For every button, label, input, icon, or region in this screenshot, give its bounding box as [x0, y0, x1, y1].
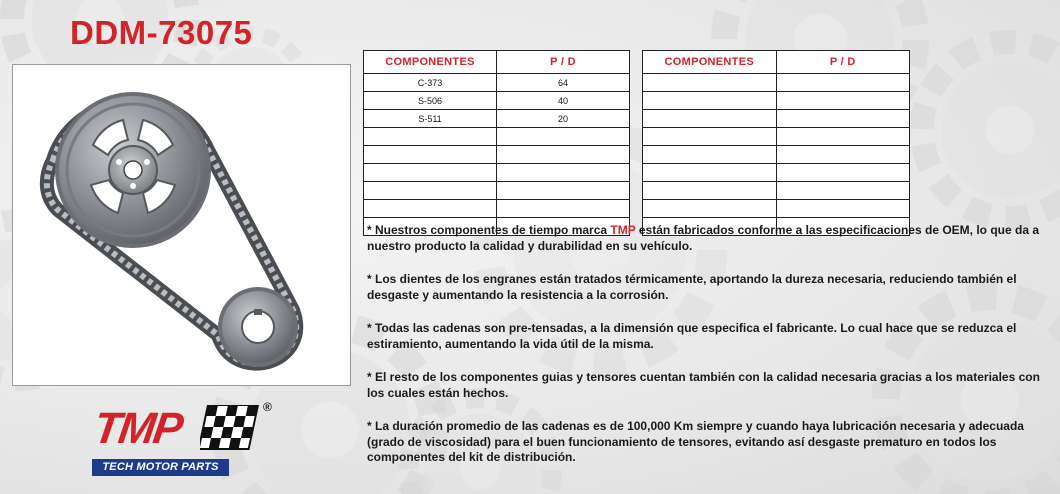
pd-cell — [776, 146, 910, 164]
logo-brand-text: TMP — [90, 404, 185, 453]
component-cell — [643, 92, 777, 110]
table-row — [364, 92, 630, 110]
table-row — [643, 200, 910, 218]
table-row — [364, 128, 630, 146]
table-header-row — [643, 51, 910, 74]
component-cell — [364, 146, 497, 164]
checkered-flag-icon — [200, 405, 260, 455]
logo-tagline: TECH MOTOR PARTS — [92, 459, 229, 476]
product-notes — [367, 223, 1057, 484]
brand-name: TMP — [610, 223, 636, 237]
component-cell: C-373 — [364, 74, 497, 92]
table-row — [643, 92, 910, 110]
table-row — [643, 146, 910, 164]
table-row — [364, 164, 630, 182]
pd-cell — [497, 200, 630, 218]
pd-cell — [776, 200, 910, 218]
note-pretensioned-chains: * Todas las cadenas son pre-tensadas, a la dimensión que especifica el fabricante. Lo cual hace que se reduzca el estiramiento, aumentando la vida útil de la misma. — [367, 321, 1017, 351]
components-table-right — [642, 50, 910, 236]
product-code-title: DDM-73075 — [70, 14, 253, 51]
component-cell — [643, 146, 777, 164]
table-row — [643, 164, 910, 182]
timing-chain-illustration — [13, 65, 350, 385]
component-cell — [643, 128, 777, 146]
column-header-componentes: COMPONENTES — [643, 51, 777, 74]
table-row — [364, 110, 630, 128]
component-cell: S-511 — [364, 110, 497, 128]
pd-cell — [497, 128, 630, 146]
component-cell — [364, 128, 497, 146]
pd-cell — [497, 146, 630, 164]
pd-cell: 20 — [497, 110, 630, 128]
component-cell: S-506 — [364, 92, 497, 110]
note-text: * Nuestros componentes de tiempo marca — [367, 223, 611, 237]
registered-mark: ® — [263, 400, 272, 414]
component-cell — [364, 182, 497, 200]
component-cell — [643, 74, 777, 92]
pd-cell — [776, 92, 910, 110]
table-header-row — [364, 51, 630, 74]
column-header-pd: P / D — [497, 51, 630, 74]
note-oem-specs — [367, 223, 1057, 254]
table-row — [364, 146, 630, 164]
pd-cell — [776, 128, 910, 146]
pd-cell — [776, 110, 910, 128]
table-row — [643, 110, 910, 128]
pd-cell: 64 — [497, 74, 630, 92]
component-cell — [364, 164, 497, 182]
pd-cell — [497, 182, 630, 200]
note-guides-tensioners: * El resto de los componentes guias y tensores cuentan también con la calidad necesaria gracias a los materiales con los cuales están hechos. — [367, 370, 1040, 400]
table-row — [643, 128, 910, 146]
pd-cell — [776, 182, 910, 200]
note-chain-lifespan: * La duración promedio de las cadenas es de 100,000 Km siempre y cuando haya lubricación necesaria y adecuada (grado de viscosidad) para el buen funcionamiento de tensores, evitando así desgaste prematuro en todos los componentes del kit de distribución. — [367, 419, 1024, 464]
table-row — [643, 74, 910, 92]
table-row — [364, 200, 630, 218]
pd-cell: 40 — [497, 92, 630, 110]
table-row — [364, 182, 630, 200]
table-row — [364, 74, 630, 92]
components-table-left — [363, 50, 630, 236]
note-heat-treated-teeth: * Los dientes de los engranes están tratados térmicamente, aportando la dureza necesaria, reduciendo también el desgaste y aumentando la resistencia a la corrosión. — [367, 272, 1017, 302]
component-cell — [364, 200, 497, 218]
component-cell — [643, 200, 777, 218]
component-cell — [643, 182, 777, 200]
table-row — [643, 182, 910, 200]
pd-cell — [497, 164, 630, 182]
component-cell — [643, 110, 777, 128]
component-cell — [643, 164, 777, 182]
note-text: están fabricados conforme a las especificaciones de OEM, lo que da a nuestro producto la calidad y durabilidad en su vehículo. — [367, 223, 1040, 253]
pd-cell — [776, 74, 910, 92]
column-header-componentes: COMPONENTES — [364, 51, 497, 74]
tmp-logo — [92, 400, 282, 480]
product-photo — [12, 64, 351, 386]
column-header-pd: P / D — [776, 51, 910, 74]
pd-cell — [776, 164, 910, 182]
